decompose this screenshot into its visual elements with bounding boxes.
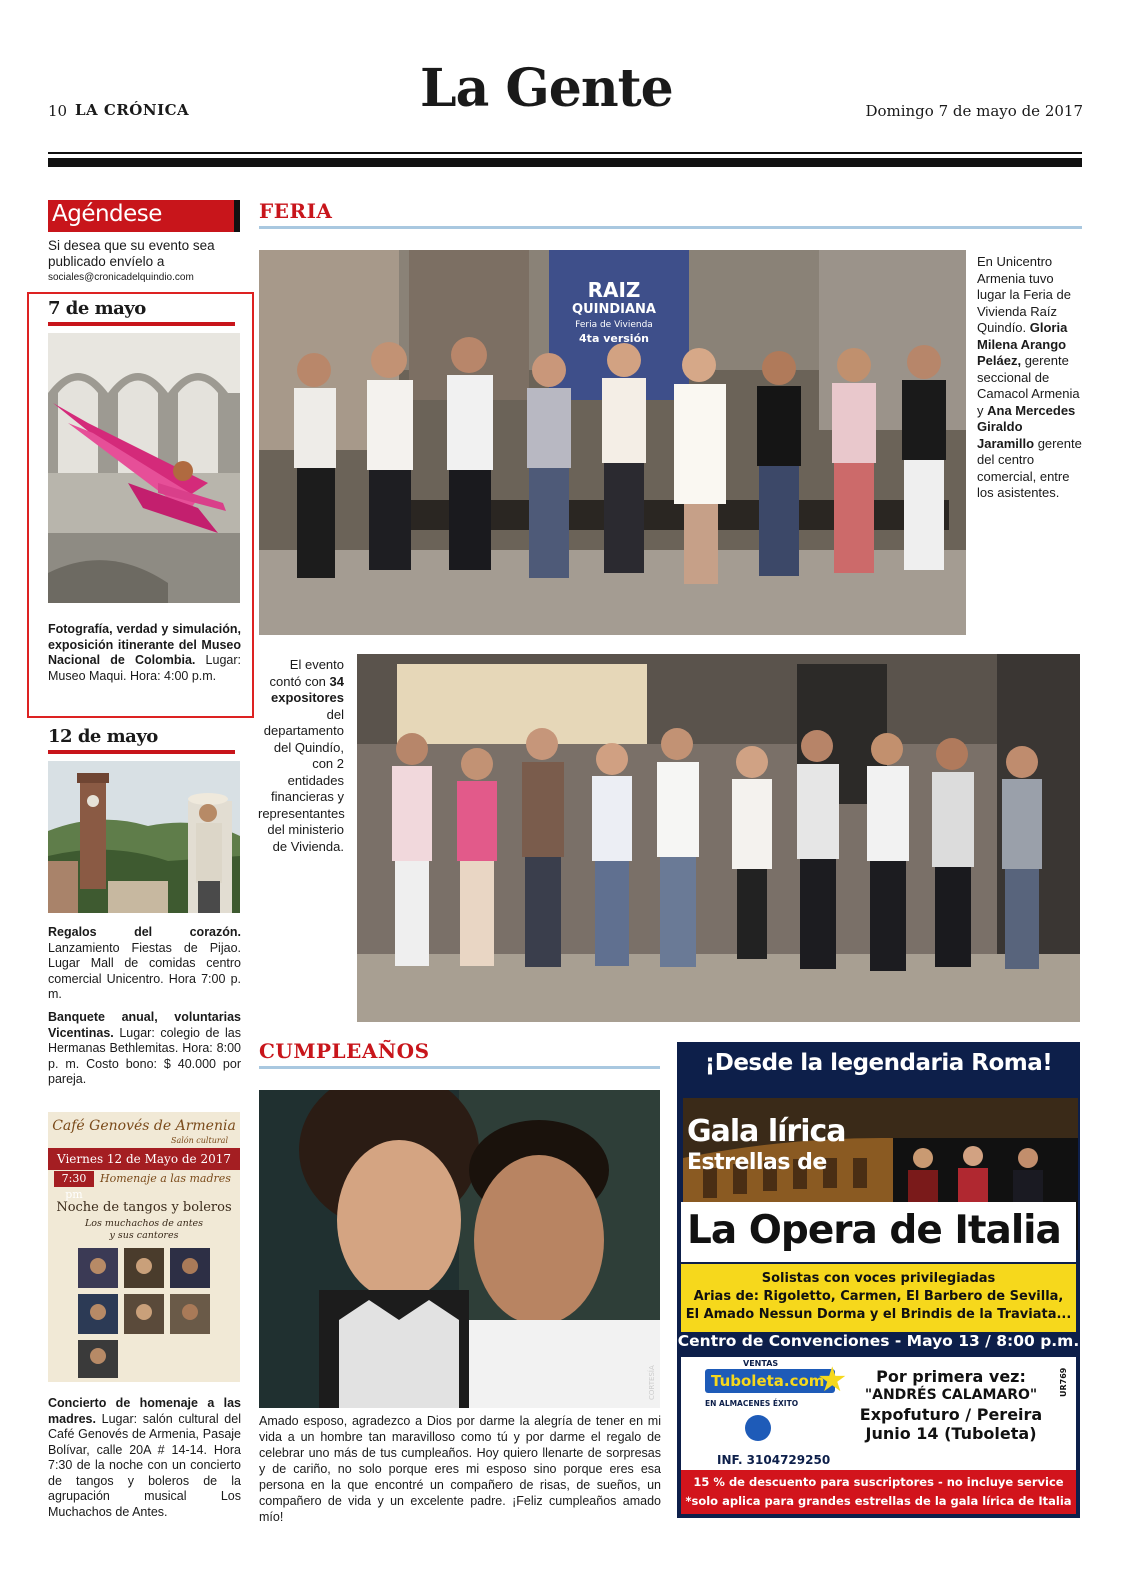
star-icon: ★ (817, 1360, 848, 1400)
caption-text: gerente del centro comercial, entre los asistentes. (977, 435, 1082, 500)
ad-discount-box (681, 1470, 1076, 1514)
page-number: 10 (48, 102, 68, 120)
header-rule-thin (48, 152, 1082, 154)
caption-text: En Unicentro Armenia tuvo lugar la Feria de Vivienda Raíz Quindío. (977, 254, 1071, 335)
ad-primera-2: "ANDRÉS CALAMARO" (864, 1387, 1038, 1403)
agenda-email: sociales@cronicadelquindio.com (48, 272, 194, 283)
agenda-title: Agéndese (52, 201, 162, 227)
poster-band-2: y sus cantores (109, 1230, 179, 1241)
ad-gala-title: Gala lírica (687, 1114, 846, 1149)
ad-info-phone: INF. 3104729250 (717, 1453, 831, 1467)
banner-raiz: RAIZ (587, 278, 641, 302)
ad-tagline: ¡Desde la legendaria Roma! (704, 1050, 1053, 1076)
ad-venue: Centro de Convenciones - Mayo 13 / 8:00 p.m. (677, 1332, 1080, 1350)
feria-caption-2 (258, 657, 344, 855)
event-title: Fotografía, verdad y simulación, exposición itinerante del Museo Nacional de Colombia. (48, 622, 241, 667)
caption-name: Gloria Milena Arango Peláez, (977, 320, 1068, 368)
ad-line-1: Solistas con voces privilegiadas (761, 1271, 996, 1286)
museum-exhibition-photo (48, 333, 240, 603)
caption-text: gerente seccional de Camacol Armenia y (977, 353, 1080, 418)
event-item (48, 925, 241, 1003)
ad-line-2: Arias de: Rigoletto, Carmen, El Barbero de Sevilla, (693, 1289, 1064, 1304)
poster-band: Los muchachos de antes (84, 1218, 204, 1229)
ad-calamaro-box (846, 1367, 1056, 1443)
birthday-message: Amado esposo, agradezco a Dios por darme la alegría de tener en mi vida a un hombre tan maravilloso como tú y por darme el regalo de celebrar uno más de tus cumpleaños. Hoy quiero llenarte de sorpresas y de cariño, no solo porque eres mi esposo sino porque eres esa persona en la que encontré un compañero de risas, de sueños, un compañero de vida y un excelente padre. ¡Feliz cumpleaños amado mío! (259, 1414, 661, 1524)
event-title: Banquete anual, voluntarias Vicentinas. (48, 1010, 241, 1040)
banner-feria: Feria de Vivienda (575, 320, 653, 330)
feria-heading: FERIA (259, 199, 333, 223)
ad-opera-banner (681, 1202, 1076, 1262)
event-details: Lanzamiento Fiestas de Pijao. Lugar Mall de comidas centro comercial Unicentro. Hora 7:00 p. m. (48, 940, 241, 1001)
feria-caption-1 (977, 254, 1082, 502)
ad-line-3: El Amado Nessun Dorma y el Brindis de la Traviata... (685, 1307, 1072, 1322)
event-details: Lugar: salón cultural del Café Genovés de Armenia, Pasaje Bolívar, calle 20A # 14-14. Hora 7:30 de la noche con un concierto de tangos y boleros de la agrupación musical Los Muchachos de Antes. (48, 1411, 241, 1519)
pijao-town-photo (48, 761, 240, 913)
ad-discount: 15 % de descuento para suscriptores - no incluye service (693, 1475, 1064, 1489)
poster-subvenue: Salón cultural (170, 1136, 228, 1145)
ad-tuboleta: Tuboleta.com (705, 1369, 835, 1393)
ad-ventas: VENTAS (743, 1359, 779, 1368)
ad-opera-title: La Opera de Italia (687, 1208, 1061, 1253)
event-details: Lugar: colegio de las Hermanas Bethlemitas. Hora: 8:00 p. m. Costo bono: $ 40.000 por pareja. (48, 1025, 241, 1086)
banner-version: 4ta versión (579, 332, 649, 345)
ad-almacenes: EN ALMACENES ÉXITO (705, 1399, 799, 1408)
ad-primera-1: Por primera vez: (876, 1367, 1026, 1386)
caption-name: 34 expositores (271, 673, 344, 705)
ad-program-box (681, 1264, 1076, 1332)
day-rule (48, 750, 235, 754)
caption-text: El evento contó con (269, 657, 344, 689)
poster-tribute: Homenaje a las madres (100, 1172, 231, 1185)
caption-text: del departamento del Quindío, con 2 entidades financieras y representantes del ministerio de Vivienda. (258, 706, 345, 854)
agenda-heading (48, 200, 240, 232)
issue-date: Domingo 7 de mayo de 2017 (865, 102, 1083, 120)
event-details: Lugar: Museo Maqui. Hora: 4:00 p.m. (48, 653, 241, 683)
banner-quindiana: QUINDIANA (572, 302, 656, 317)
cumpleanos-heading: CUMPLEAÑOS (259, 1039, 430, 1063)
ad-primera-4: Junio 14 (Tuboleta) (865, 1424, 1037, 1443)
birthday-couple-photo (259, 1090, 660, 1408)
feria-exhibitors-photo (357, 654, 1080, 1022)
fenalco-logo-icon (745, 1415, 771, 1441)
day-heading: 12 de mayo (48, 726, 158, 747)
ad-tickets-box (681, 1357, 1076, 1481)
feria-group-photo (259, 250, 966, 635)
header-rule-thick (48, 158, 1082, 167)
ad-estrellas: Estrellas de (687, 1150, 827, 1175)
poster-venue: Café Genovés de Armenia (52, 1118, 236, 1134)
poster-date: Viernes 12 de Mayo de 2017 (56, 1152, 231, 1166)
event-item (48, 1396, 241, 1520)
poster-show: Noche de tangos y boleros (56, 1200, 232, 1215)
event-item (48, 622, 241, 684)
ad-code: UR769 (1059, 1367, 1068, 1397)
event-item (48, 1010, 241, 1088)
day-heading: 7 de mayo (48, 298, 146, 319)
concert-poster (48, 1112, 240, 1382)
caption-name: Ana Mercedes Giraldo Jaramillo (977, 402, 1076, 451)
poster-time: 7:30 pm (54, 1171, 94, 1187)
ad-primera-3: Expofuturo / Pereira (859, 1405, 1043, 1424)
newspaper-name: LA CRÓNICA (75, 101, 190, 119)
photo-credit: CORTESÍA (648, 1365, 656, 1400)
feria-rule (259, 226, 1082, 229)
cumpleanos-rule (259, 1066, 660, 1069)
ad-discount-note: *solo aplica para grandes estrellas de la gala lírica de Italia (685, 1494, 1072, 1508)
section-title: La Gente (420, 58, 673, 119)
event-title: Regalos del corazón. (48, 925, 241, 939)
day-rule (48, 322, 235, 326)
agenda-intro: Si desea que su evento sea publicado envíelo a (48, 238, 215, 269)
opera-advertisement (677, 1042, 1080, 1518)
event-title: Concierto de homenaje a las madres. (48, 1396, 241, 1426)
